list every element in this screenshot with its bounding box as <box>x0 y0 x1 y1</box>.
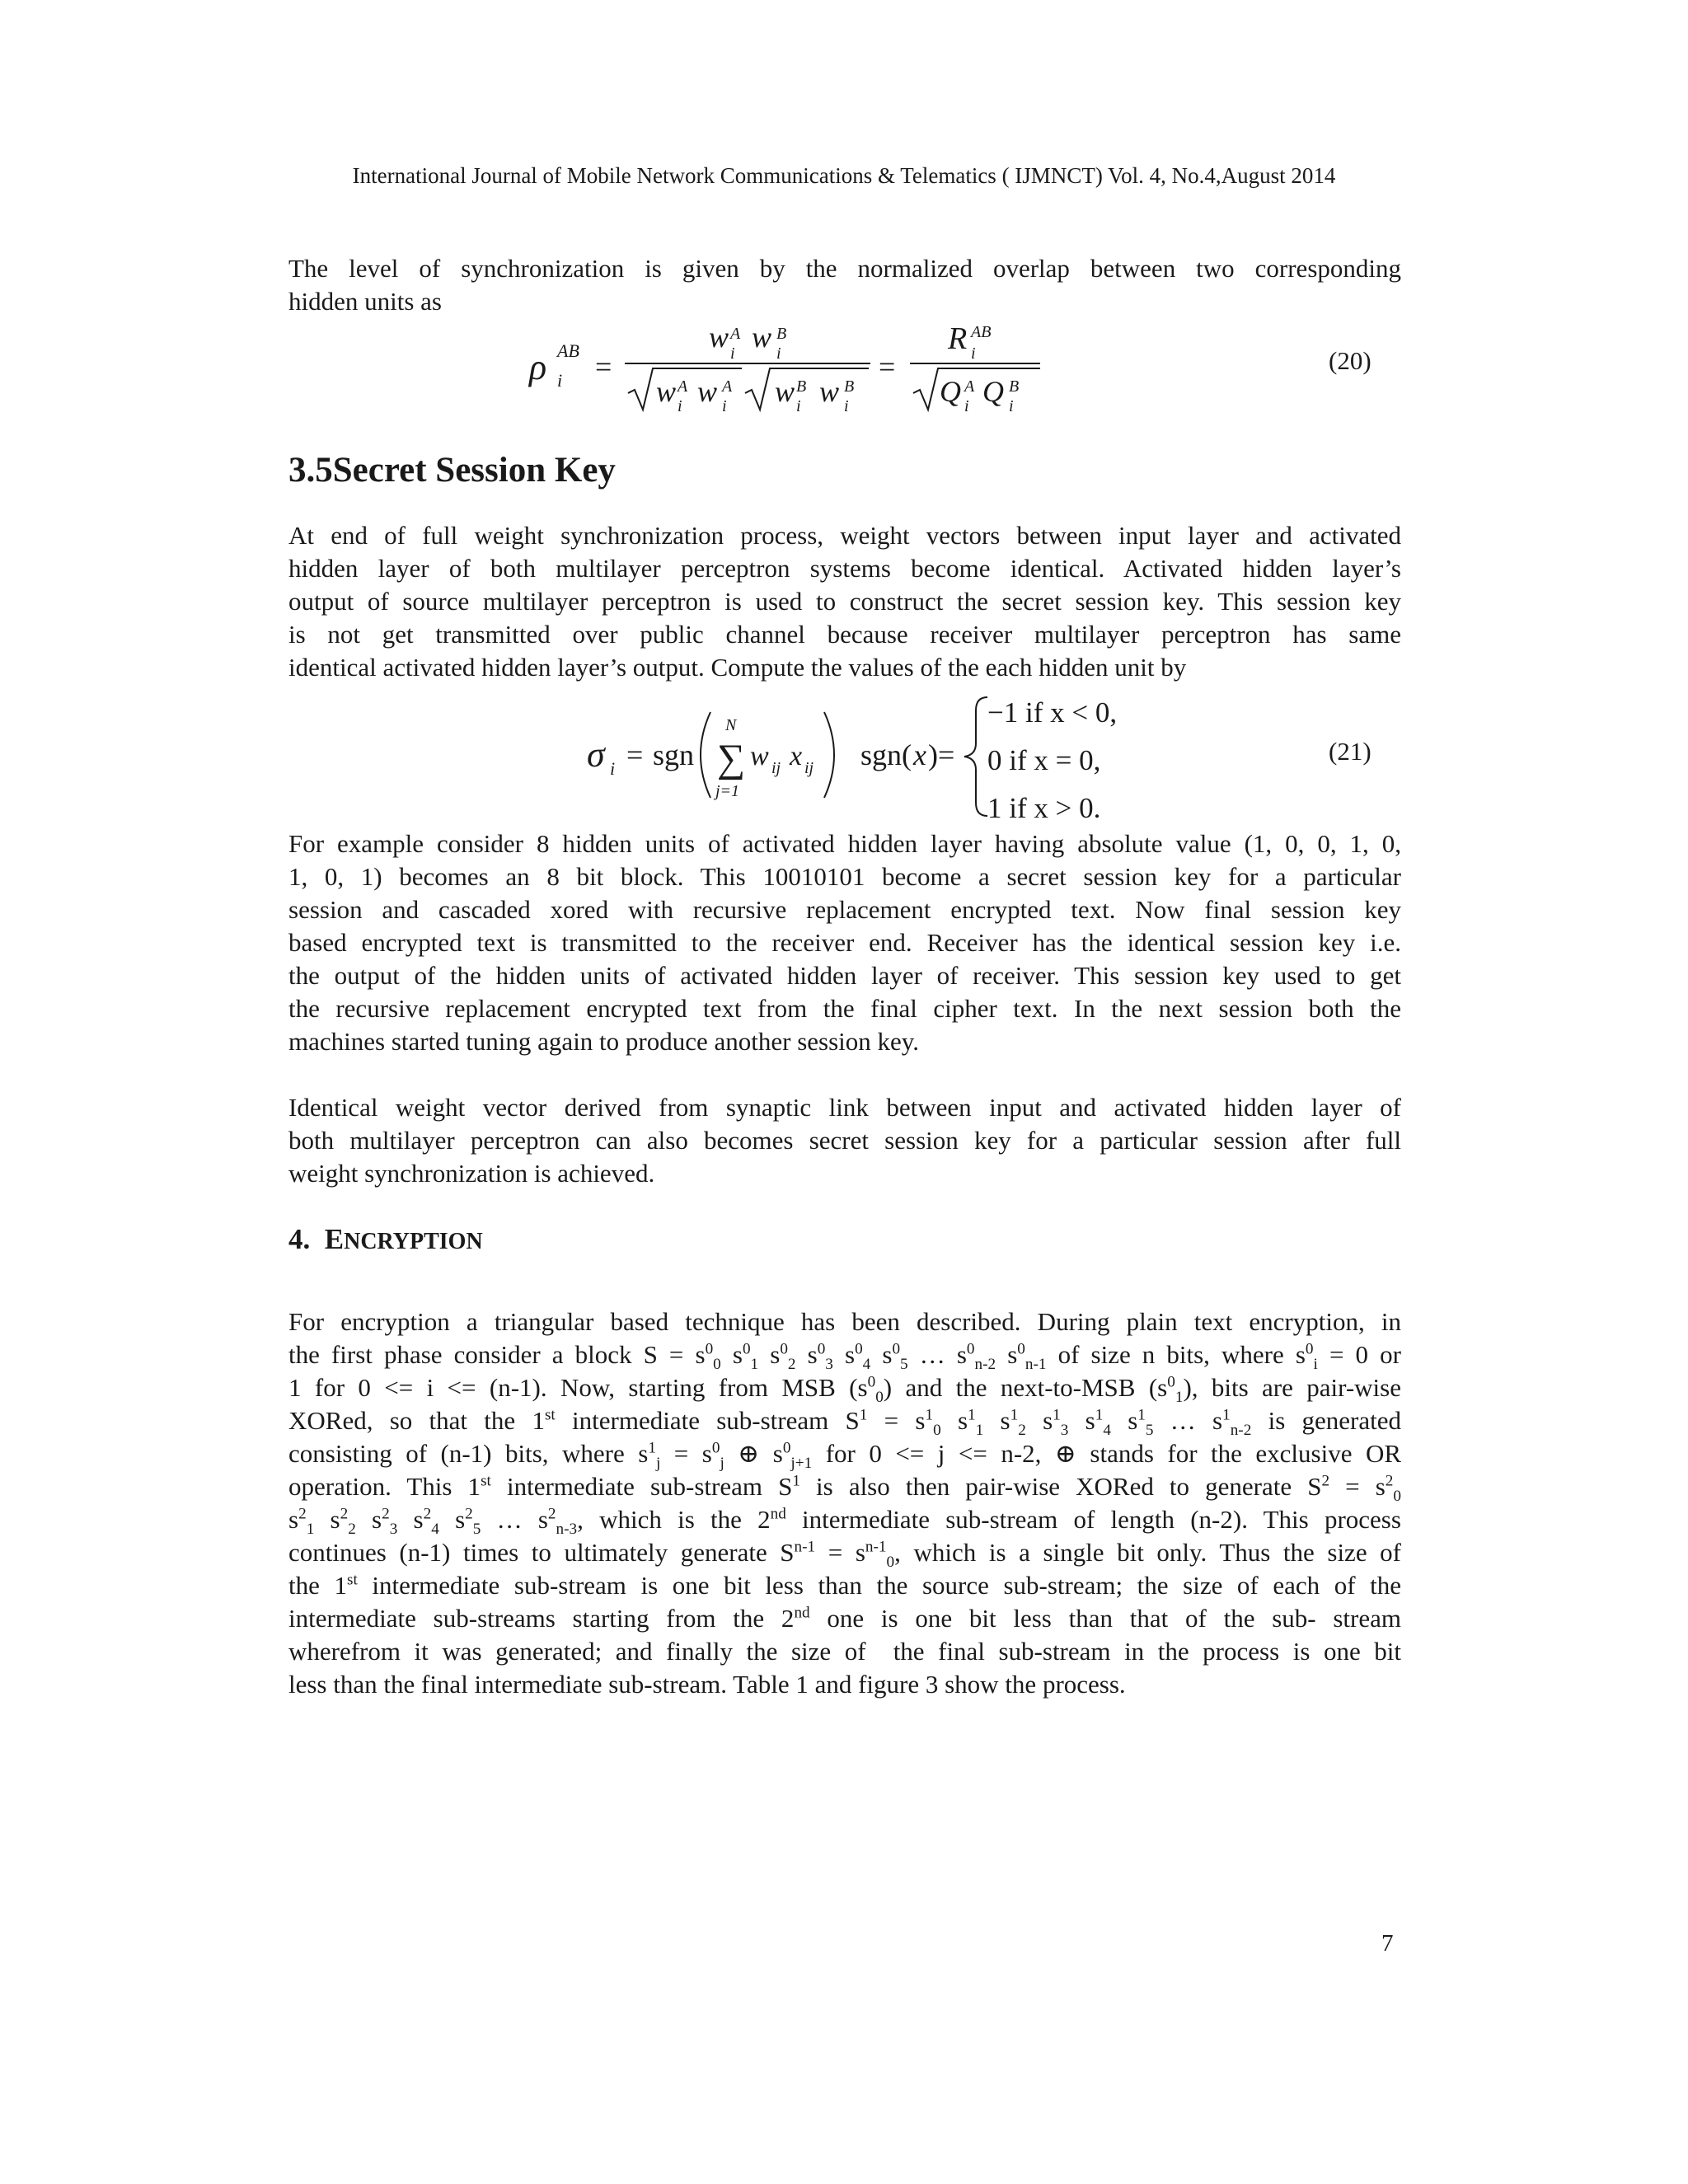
equation-20-number: (20) <box>1329 346 1372 375</box>
p4-line-6: operation. This 1st intermediate sub-stream $S^1$ is also then pair-wise XORed to generate $S^2 = s^2_0$ <box>288 1472 1402 1506</box>
equation-20-svg <box>0 317 1688 424</box>
svg-text:i: i <box>844 397 849 415</box>
p2-line-2: 1, 0, 1) becomes an 8 bit block. This 10010101 become a secret session key for a particular <box>288 862 1401 891</box>
svg-text:w: w <box>750 741 769 771</box>
svg-text:i: i <box>1009 397 1014 415</box>
svg-text:=: = <box>595 350 612 383</box>
paragraph-weight-vector <box>288 1091 1401 1190</box>
svg-text:A: A <box>964 377 975 396</box>
journal-header: International Journal of Mobile Network Communications & Telematics ( IJMNCT) Vol. 4, No.4,August 2014 <box>352 163 1336 188</box>
svg-text:i: i <box>964 397 969 415</box>
svg-text:w: w <box>697 375 718 408</box>
p3-line-2: both multilayer perceptron can also becomes secret session key for a particular session after full <box>288 1126 1401 1155</box>
svg-text:=: = <box>879 350 896 383</box>
paragraph-example <box>288 827 1401 1058</box>
svg-text:σ: σ <box>587 734 605 775</box>
svg-text:x: x <box>913 738 926 771</box>
p1-line-5: identical activated hidden layer’s output. Compute the values of the each hidden unit by <box>288 653 1187 682</box>
p2-line-3: session and cascaded xored with recursive replacement encrypted text. Now final session key <box>288 895 1401 924</box>
intro-line-1: The level of synchronization is given by the normalized overlap between two corresponding <box>288 254 1401 283</box>
p4-line-11: wherefrom it was generated; and finally the size of the final sub-stream in the process is one bit <box>288 1637 1401 1666</box>
section-4-number: 4. <box>288 1223 311 1255</box>
svg-text:i: i <box>722 397 727 415</box>
svg-text:w: w <box>656 375 677 408</box>
p1-line-1: At end of full weight synchronization process, weight vectors between input layer and activated <box>288 521 1401 550</box>
svg-text:N: N <box>725 716 737 734</box>
section-3-5-paragraph <box>288 519 1401 684</box>
svg-text:B: B <box>1009 377 1020 396</box>
svg-text:A: A <box>722 377 733 396</box>
svg-text:A: A <box>678 377 688 396</box>
p4-line-9: the 1st intermediate sub-stream is one bit less than the source sub-stream; the size of each of the <box>288 1571 1402 1600</box>
p2-line-6: the recursive replacement encrypted text from the final cipher text. In the next session both the <box>288 994 1401 1023</box>
svg-text:x: x <box>790 741 803 771</box>
p3-line-3: weight synchronization is achieved. <box>288 1159 655 1188</box>
case-zero: 0 if x = 0, <box>987 744 1101 776</box>
svg-text:Q: Q <box>982 375 1004 408</box>
svg-text:AB: AB <box>557 340 579 361</box>
p4-line-4: XORed, so that the 1st intermediate sub-stream $S^1 = s^1_0$ $s^1_1$ $s^1_2$ $s^1_3$ $s^1_4$ $s^1_5$ … $s^1_{n-2}$ is generated <box>288 1406 1401 1440</box>
intro-paragraph <box>288 252 1401 318</box>
p1-line-4: is not get transmitted over public channel because receiver multilayer perceptron has same <box>288 620 1401 649</box>
svg-text:A: A <box>730 325 741 343</box>
p4-line-7: $s^2_1$ $s^2_2$ $s^2_3$ $s^2_4$ $s^2_5$ … $s^2_{n-3}$, which is the 2nd intermediate sub-stream of length (n-2). This process <box>288 1505 1401 1539</box>
equation-21-number: (21) <box>1329 737 1372 766</box>
svg-text:i: i <box>730 344 735 363</box>
svg-text:j=1: j=1 <box>715 782 740 800</box>
svg-text:ρ: ρ <box>529 347 547 387</box>
svg-text:=: = <box>626 738 644 771</box>
section-4-heading-rest: NCRYPTION <box>344 1229 483 1254</box>
svg-text:∑: ∑ <box>717 737 746 780</box>
p2-line-1: For example consider 8 hidden units of activated hidden layer having absolute value (1, 0, 0, 1, 0, <box>288 829 1401 858</box>
svg-text:w: w <box>819 375 840 408</box>
svg-text:R: R <box>948 321 968 356</box>
svg-text:w: w <box>775 375 795 408</box>
section-4-heading-cap: E <box>324 1223 345 1255</box>
equation-21-cases <box>987 689 1117 832</box>
svg-text:i: i <box>678 397 682 415</box>
svg-text:B: B <box>796 377 807 396</box>
intro-line-2: hidden units as <box>288 287 442 316</box>
svg-text:w: w <box>709 321 729 354</box>
equation-21-svg <box>0 686 1688 818</box>
p2-line-7: machines started tuning again to produce another session key. <box>288 1027 920 1056</box>
p4-line-8: continues (n-1) times to ultimately generate $S^{n-1} = s^{n-1}_0$, which is a single bit only. Thus the size of <box>288 1538 1401 1572</box>
svg-text:i: i <box>971 344 976 363</box>
p1-line-2: hidden layer of both multilayer perceptron systems become identical. Activated hidden layer’s <box>288 554 1401 583</box>
svg-text:i: i <box>776 344 781 363</box>
section-4-heading <box>288 1223 483 1256</box>
p4-line-1: For encryption a triangular based technique has been described. During plain text encryption, in <box>288 1307 1401 1336</box>
p4-line-3: 1 for 0 <= i <= (n-1). Now, starting from MSB $(s^0_0)$ and the next-to-MSB $(s^0_1)$, bits are pair-wise <box>288 1373 1401 1407</box>
svg-text:)=: )= <box>928 738 955 771</box>
svg-text:i: i <box>557 370 563 391</box>
svg-text:B: B <box>776 325 787 343</box>
p4-line-12: less than the final intermediate sub-stream. Table 1 and figure 3 show the process. <box>288 1670 1126 1699</box>
svg-text:i: i <box>796 397 801 415</box>
svg-text:ij: ij <box>804 759 814 777</box>
svg-text:w: w <box>752 321 772 354</box>
p2-line-5: the output of the hidden units of activated hidden layer of receiver. This session key used to get <box>288 961 1401 990</box>
svg-text:B: B <box>844 377 855 396</box>
svg-text:AB: AB <box>971 323 992 341</box>
p4-line-10: intermediate sub-streams starting from the 2nd one is one bit less than that of the sub- stream <box>288 1604 1402 1633</box>
svg-text:Q: Q <box>940 375 961 408</box>
case-positive: 1 if x > 0. <box>987 792 1101 824</box>
page-number: 7 <box>1381 1930 1394 1957</box>
p1-line-3: output of source multilayer perceptron is used to construct the secret session key. This session key <box>288 587 1401 616</box>
p4-line-5: consisting of (n-1) bits, where $s^1_j = s^0_j$ ⊕ $s^0_{j+1}$ for 0 <= j <= n-2, ⊕ stands for the exclusive OR <box>288 1439 1402 1473</box>
svg-text:ij: ij <box>771 759 781 777</box>
svg-text:sgn(: sgn( <box>860 738 912 771</box>
case-negative: −1 if x < 0, <box>987 696 1118 729</box>
p2-line-4: based encrypted text is transmitted to the receiver end. Receiver has the identical session key i.e. <box>288 928 1401 957</box>
svg-text:sgn: sgn <box>653 738 695 771</box>
svg-text:i: i <box>610 758 616 779</box>
p3-line-1: Identical weight vector derived from synaptic link between input and activated hidden layer of <box>288 1093 1401 1122</box>
section-3-5-heading: 3.5Secret Session Key <box>288 451 616 490</box>
p4-line-2: the first phase consider a block $S = s^0_0$ $s^0_1$ $s^0_2$ $s^0_3$ $s^0_4$ $s^0_5$ … $s^0_{n-2}$ $s^0_{n-1}$ of size n bits, where $s^0_i = 0$ or <box>288 1340 1401 1374</box>
paragraph-encryption <box>288 1305 1401 1701</box>
